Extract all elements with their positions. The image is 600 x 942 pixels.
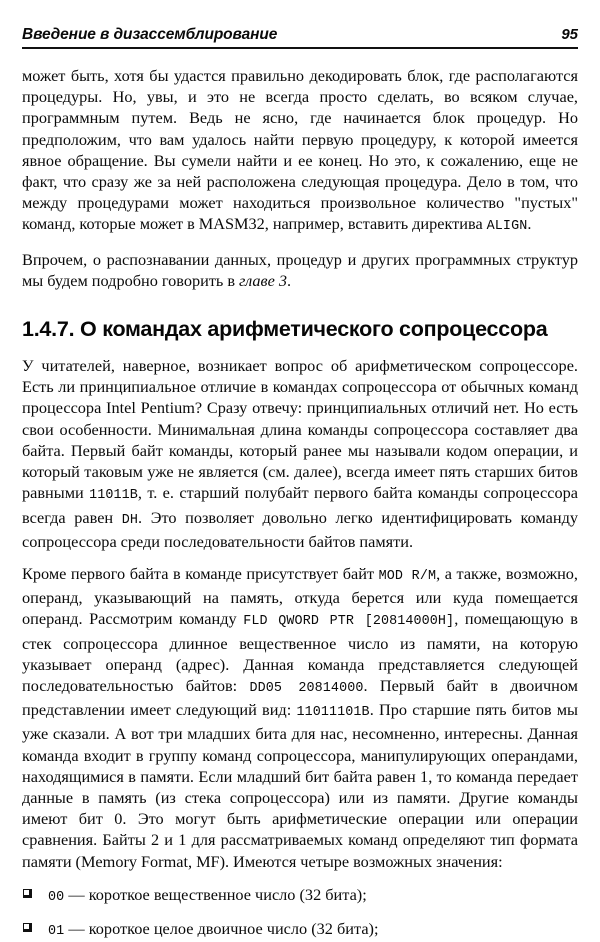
running-head — [22, 0, 578, 45]
list-item — [22, 884, 578, 908]
page-header — [22, 0, 578, 49]
paragraph-2 — [22, 249, 578, 291]
page-number: 95 — [561, 25, 578, 43]
list-item-label: короткое целое двоичное число (32 бита); — [88, 918, 379, 938]
code-dd05-20814000: DD05 20814000 — [249, 680, 364, 696]
header-rule — [22, 47, 578, 49]
list-item — [22, 918, 578, 942]
list-item-dash: — — [64, 918, 89, 938]
section-heading: 1.4.7. О командах арифметического сопроцессора — [22, 317, 548, 342]
paragraph-4-text-b: , а также, возможно, операнд, указывающий на память, откуда берется или куда помещается операнд. Рассмотрим команду — [22, 563, 578, 629]
paragraph-4-text-e: . Про старшие пять битов мы уже сказали. А вот три младших бита для нас, несомненно, интересны. Данная команда входит в группу команд сопроцессора, манипулирующих операндами, находящимися в памяти. Если младший бит байта равен 1, то команда передает данные в память (из стека сопроцессора) или из памяти. Другие команды имеют бит 0. Это могут быть арифметические операции или операции сравнения. Байты 2 и 1 для рассматриваемых команд определяют тип формата памяти (Memory Format, MF). Имеются четыре возможных значения: — [22, 700, 578, 871]
paragraph-4-text-a: Кроме первого байта в команде присутствует байт — [22, 563, 379, 583]
paragraph-4 — [22, 563, 578, 872]
running-head-title: Введение в дизассемблирование — [22, 26, 278, 43]
paragraph-1-text-a: может быть, хотя бы удастся правильно декодировать блок, где располагаются процедуры. Но, увы, и это не всегда просто сделать, во всяком случае, программным путем. Ведь не ясно, где начинается блок процедур. Но предположим, что вам удалось найти первую процедуру, к которой имеется явное обращение. Вы сумели найти и ее конец. Но это, к сожалению, еще не факт, что сразу же за ней расположена следующая процедура. Дело в том, что между процедурами может находиться произвольное количество "пустых" команд, которые может в MASM32, например, вставить директива — [22, 66, 578, 234]
list-item-label: короткое вещественное число (32 бита); — [88, 884, 367, 904]
paragraph-1-text-b: . — [527, 214, 532, 234]
code-mod-rm: MOD R/M — [378, 568, 437, 584]
list-item-code: 00 — [48, 889, 65, 905]
memory-format-list — [22, 884, 578, 942]
paragraph-2-text-b: . — [286, 270, 292, 290]
square-bullet-icon — [23, 923, 32, 932]
list-item-dash: — — [64, 884, 89, 904]
paragraph-3-text-a: У читателей, наверное, возникает вопрос об арифметическом сопроцессоре. Есть ли принципиальное отличие в командах сопроцессора от обычных команд процессора Intel Pentium? Сразу отвечу: принципиальных отличий нет. Но есть свои особенности. Минимальная длина команды сопроцессора составляет два байта. Первый байт команды, который ранее мы называли кодом операции, и который таковым уже не является (см. далее), всегда имеет пять старших битов равными — [22, 356, 578, 503]
code-align: ALIGN — [486, 219, 528, 235]
page-body — [22, 65, 578, 942]
code-11011b: 11011B — [89, 488, 138, 504]
code-fld-qword-ptr: FLD QWORD PTR [20814000H] — [243, 614, 455, 630]
code-11011101b: 11011101B — [296, 705, 370, 721]
code-dh: DH — [121, 512, 139, 528]
cross-reference-chapter-3: главе 3 — [238, 270, 287, 290]
paragraph-1 — [22, 65, 578, 238]
list-item-code: 01 — [48, 923, 65, 939]
paragraph-3-text-b: , т. е. старший полубайт первого байта команды сопроцессора всегда равен — [22, 483, 578, 527]
square-bullet-icon — [23, 889, 32, 898]
paragraph-3 — [22, 355, 578, 552]
paragraph-3-text-c: . Это позволяет довольно легко идентифицировать команду сопроцессора среди последовательности байтов памяти. — [22, 507, 578, 551]
paragraph-4-text-c: , помещающую в стек сопроцессора длинное вещественное число из памяти, на которую указывает операнд (адрес). Данная команда представляется следующей последовательностью байтов: — [22, 609, 578, 695]
paragraph-2-text-a: Впрочем, о распознавании данных, процедур и других программных структур мы будем подробно говорить в — [22, 249, 578, 290]
paragraph-4-text-d: . Первый байт в двоичном представлении имеет следующий вид: — [22, 675, 578, 720]
